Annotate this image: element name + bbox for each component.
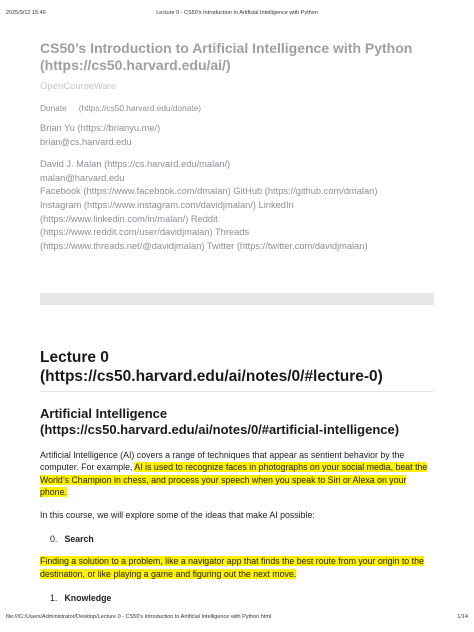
course-header [40, 40, 440, 253]
intro-highlight: AI is used to recognize faces in photographs on your social media, beat the World’s Champion in chess, and process your speech when you speak to Siri or Alexa on your phone. [40, 462, 428, 497]
donate-url[interactable]: (https://cs50.harvard.edu/donate) [78, 103, 201, 113]
list-item [40, 533, 434, 545]
lecture-content [40, 348, 434, 604]
list-item [40, 592, 434, 604]
section-title-link[interactable]: Artificial Intelligence (https://cs50.harvard.edu/ai/notes/0/#artificial-intelligence) [40, 406, 400, 437]
print-title: Lecture 0 - CS50's Introduction to Artificial Intelligence with Python [156, 10, 318, 16]
print-footer [6, 614, 468, 622]
david-info [40, 158, 440, 253]
david-website-link[interactable]: David J. Malan (https://cs.harvard.edu/malan/) [40, 159, 231, 170]
page-number: 1/14 [457, 614, 468, 620]
print-datetime: 2025/9/12 15:46 [6, 10, 46, 16]
brian-website-link[interactable]: Brian Yu (https://brianyu.me/) [40, 123, 161, 133]
print-header [6, 10, 468, 18]
course-title-link[interactable]: CS50’s Introduction to Artificial Intelligence with Python (https://cs50.harvard.edu/ai/) [40, 40, 413, 73]
file-path: file:///C:/Users/Administrator/Desktop/Lecture 0 - CS50's Introduction to Artificial Intelligence with Python.html [6, 614, 272, 620]
list-number: 1. [50, 593, 58, 604]
lecture-title-link[interactable]: Lecture 0 (https://cs50.harvard.edu/ai/notes/0/#lecture-0) [40, 348, 434, 392]
david-social-line[interactable]: Instagram (https://www.instagram.com/davidjmalan/) LinkedIn [40, 199, 294, 210]
donate-line [40, 103, 440, 114]
explore-paragraph: In this course, we will explore some of the ideas that make AI possible: [40, 510, 315, 521]
list-number: 0. [50, 534, 58, 545]
section-divider [40, 293, 434, 305]
brian-email-link[interactable]: brian@cs.harvard.edu [40, 136, 132, 147]
david-social-line[interactable]: (https://www.reddit.com/user/davidjmalan) Threads [40, 227, 250, 238]
david-social-line[interactable]: (https://www.threads.net/@davidjmalan) Twitter (https://twitter.com/davidjmalan) [40, 240, 368, 251]
search-highlight: Finding a solution to a problem, like a navigator app that finds the best route from your origin to the destination, or like playing a game and figuring out the next move. [40, 556, 424, 579]
david-social-line[interactable]: (https://www.linkedin.com/in/malan/) Reddit [40, 213, 218, 224]
brian-info [40, 122, 440, 149]
list-label: Knowledge [64, 593, 112, 604]
david-email-link[interactable]: malan@harvard.edu [40, 172, 125, 183]
intro-text: Artificial Intelligence (AI) covers a range of techniques that appear as sentient behavior by the computer. For example, [40, 450, 405, 473]
donate-link[interactable]: Donate [40, 103, 67, 113]
search-description [40, 555, 434, 580]
david-social-line[interactable]: Facebook (https://www.facebook.com/dmalan) GitHub (https://github.com/dmalan) [40, 186, 378, 197]
opencourseware-link[interactable]: OpenCourseWare [40, 81, 117, 92]
intro-paragraph [40, 449, 434, 498]
list-label: Search [64, 534, 94, 545]
